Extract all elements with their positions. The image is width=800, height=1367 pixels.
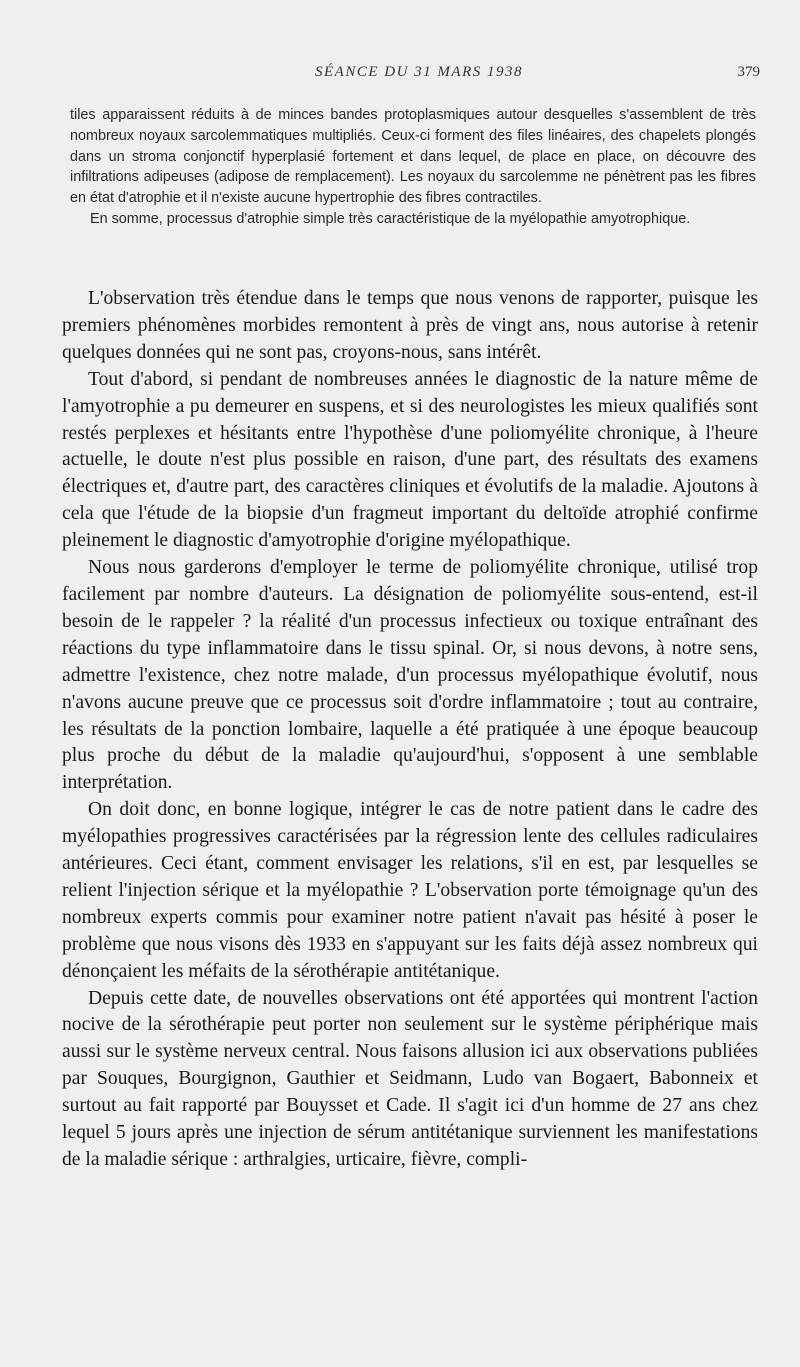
paragraph: Tout d'abord, si pendant de nombreuses années le diagnostic de la nature même de l'amyotrophie a pu demeurer en suspens, et si des neurologistes les mieux qualifiés sont restés perplexes et hésitants entre l'hypothèse d'une poliomyélite chronique, à l'heure actuelle, le doute n'est plus possible en raison, d'une part, des résultats des examens électriques et, d'autre part, des caractères cliniques et évolutifs de la maladie. Ajoutons à cela que l'étude de la biopsie d'un fragmeut important du deltoïde atrophié confirme pleinement le diagnostic d'amyotrophie d'origine myélopathique. (62, 368, 758, 552)
small-paragraph: En somme, processus d'atrophie simple très caractéristique de la myélopathie amyotrophique. (90, 210, 691, 227)
running-title: SÉANCE DU 31 MARS 1938 (315, 64, 523, 80)
small-paragraph: tiles apparaissent réduits à de minces bandes protoplasmiques autour desquelles s'assemblent de très nombreux noyaux sarcolemmatiques multipliés. Ceux-ci forment des files linéaires, des chapelets plongés dans un stroma conjonctif hyperplasié fortement et dans lequel, de place en place, on découvre des infiltrations adipeuses (adipose de remplacement). Les noyaux du sarcolemme ne pénètrent pas les fibres en état d'atrophie et il n'existe aucune hypertrophie des fibres contractiles. (70, 107, 756, 207)
small-print-block (70, 105, 756, 230)
paragraph: Depuis cette date, de nouvelles observations ont été apportées qui montrent l'action nocive de la sérothérapie peut porter non seulement sur le système périphérique mais aussi sur le système nerveux central. Nous faisons allusion ici aux observations publiées par Souques, Bourgignon, Gauthier et Seidmann, Ludo van Bogaert, Babonneix et surtout au fait rapporté par Bouysset et Cade. Il s'agit ici d'un homme de 27 ans chez lequel 5 jours après une injection de sérum antitétanique surviennent les manifestations de la maladie sérique : arthralgies, urticaire, fièvre, compli- (62, 987, 758, 1170)
page-number: 379 (737, 64, 760, 80)
paragraph: L'observation très étendue dans le temps que nous venons de rapporter, puisque les premiers phénomènes morbides remontent à près de vingt ans, nous autorise à retenir quelques données qui ne sont pas, croyons-nous, sans intérêt. (62, 288, 758, 363)
page-header (70, 64, 768, 86)
body-text (62, 286, 758, 1174)
paragraph: Nous nous garderons d'employer le terme de poliomyélite chronique, utilisé trop facilement par nombre d'auteurs. La désignation de poliomyélite sous-entend, est-il besoin de le rappeler ? la réalité d'un processus infectieux ou toxique entraînant des réactions du type inflammatoire dans le tissu spinal. Or, si nous devons, à notre sens, admettre l'existence, chez notre malade, d'un processus myélopathique évolutif, nous n'avons aucune preuve que ce processus soit d'ordre inflammatoire ; tout au contraire, les résultats de la ponction lombaire, laquelle a été pratiquée à une époque beaucoup plus proche du début de la maladie qu'aujourd'hui, s'opposent à une semblable interprétation. (62, 557, 758, 794)
paragraph: On doit donc, en bonne logique, intégrer le cas de notre patient dans le cadre des myélopathies progressives caractérisées par la régression lente des cellules radiculaires antérieures. Ceci étant, comment envisager les relations, s'il en est, par lesquelles se relient l'injection sérique et la myélopathie ? L'observation porte témoignage qu'un des nombreux experts commis pour examiner notre patient n'avait pas hésité à poser le problème que nous visons dès 1933 en s'appuyant sur les faits déjà assez nombreux qui dénonçaient les méfaits de la sérothérapie antitétanique. (62, 799, 758, 982)
